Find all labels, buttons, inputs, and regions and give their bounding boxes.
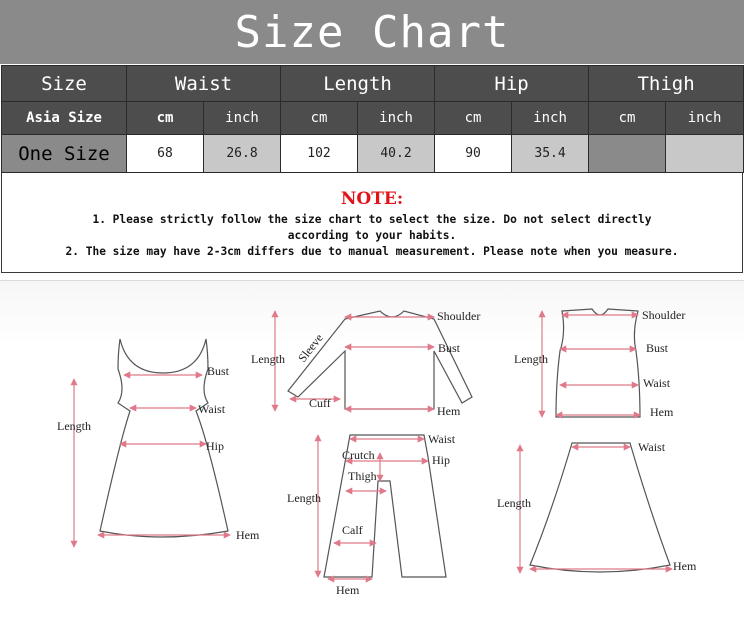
page-title: Size Chart [0,0,744,64]
measurement-diagrams [0,280,744,631]
pants-thigh-label: Thigh [348,469,377,483]
shirt-hem-label: Hem [437,404,461,418]
dress-waist-label: Waist [198,402,226,416]
diagrams-svg [0,281,744,631]
note-line-2: 2. The size may have 2-3cm differs due to manual measurement. Please note when you measure. [65,245,679,258]
table-header-row [2,66,744,102]
pants-length-label: Length [287,491,321,505]
table-row [2,135,744,173]
unit-thigh-inch: inch [666,102,744,135]
skirt-waist-label: Waist [638,440,666,454]
unit-label: Asia Size [2,102,127,135]
note-box [1,173,743,273]
pants-diagram [318,435,446,579]
value-hip-cm: 90 [435,135,512,173]
note-line-1: 1. Please strictly follow the size chart to select the size. Do not select directly [92,213,652,226]
shirt-shoulder-label: Shoulder [437,309,481,323]
pants-hip-label: Hip [432,453,450,467]
shirt-sleeve-label: Sleeve [295,331,326,365]
value-hip-inch: 35.4 [512,135,589,173]
tank-hem-label: Hem [650,405,674,419]
tank-diagram [542,309,640,417]
note-line-1-continued: according to your habits. [287,229,457,242]
table-unit-row [2,102,744,135]
shirt-cuff-label: Cuff [309,396,331,410]
skirt-hem-label: Hem [673,559,697,573]
header-waist: Waist [127,66,281,102]
unit-hip-cm: cm [435,102,512,135]
unit-length-inch: inch [358,102,435,135]
unit-waist-cm: cm [127,102,204,135]
header-hip: Hip [435,66,589,102]
unit-hip-inch: inch [512,102,589,135]
value-waist-cm: 68 [127,135,204,173]
dress-length-label: Length [57,419,91,433]
row-label: One Size [2,135,127,173]
pants-calf-label: Calf [342,523,363,537]
value-waist-inch: 26.8 [204,135,281,173]
dress-bust-label: Bust [207,364,230,378]
tank-waist-label: Waist [643,376,671,390]
skirt-length-label: Length [497,496,531,510]
value-length-inch: 40.2 [358,135,435,173]
dress-hip-label: Hip [206,439,224,453]
size-table [1,65,744,173]
value-length-cm: 102 [281,135,358,173]
unit-waist-inch: inch [204,102,281,135]
skirt-diagram [520,443,672,573]
pants-hem-label: Hem [336,583,360,597]
pants-waist-label: Waist [428,432,456,446]
unit-thigh-cm: cm [589,102,666,135]
header-thigh: Thigh [589,66,744,102]
value-thigh-cm [589,135,666,173]
tank-length-label: Length [514,352,548,366]
header-size: Size [2,66,127,102]
header-length: Length [281,66,435,102]
shirt-bust-label: Bust [438,341,461,355]
unit-length-cm: cm [281,102,358,135]
shirt-length-label: Length [251,352,285,366]
dress-hem-label: Hem [236,528,260,542]
tank-bust-label: Bust [646,341,669,355]
value-thigh-inch [666,135,744,173]
tank-shoulder-label: Shoulder [642,308,686,322]
pants-crutch-label: Crutch [342,448,375,462]
note-title: NOTE: [340,189,404,209]
